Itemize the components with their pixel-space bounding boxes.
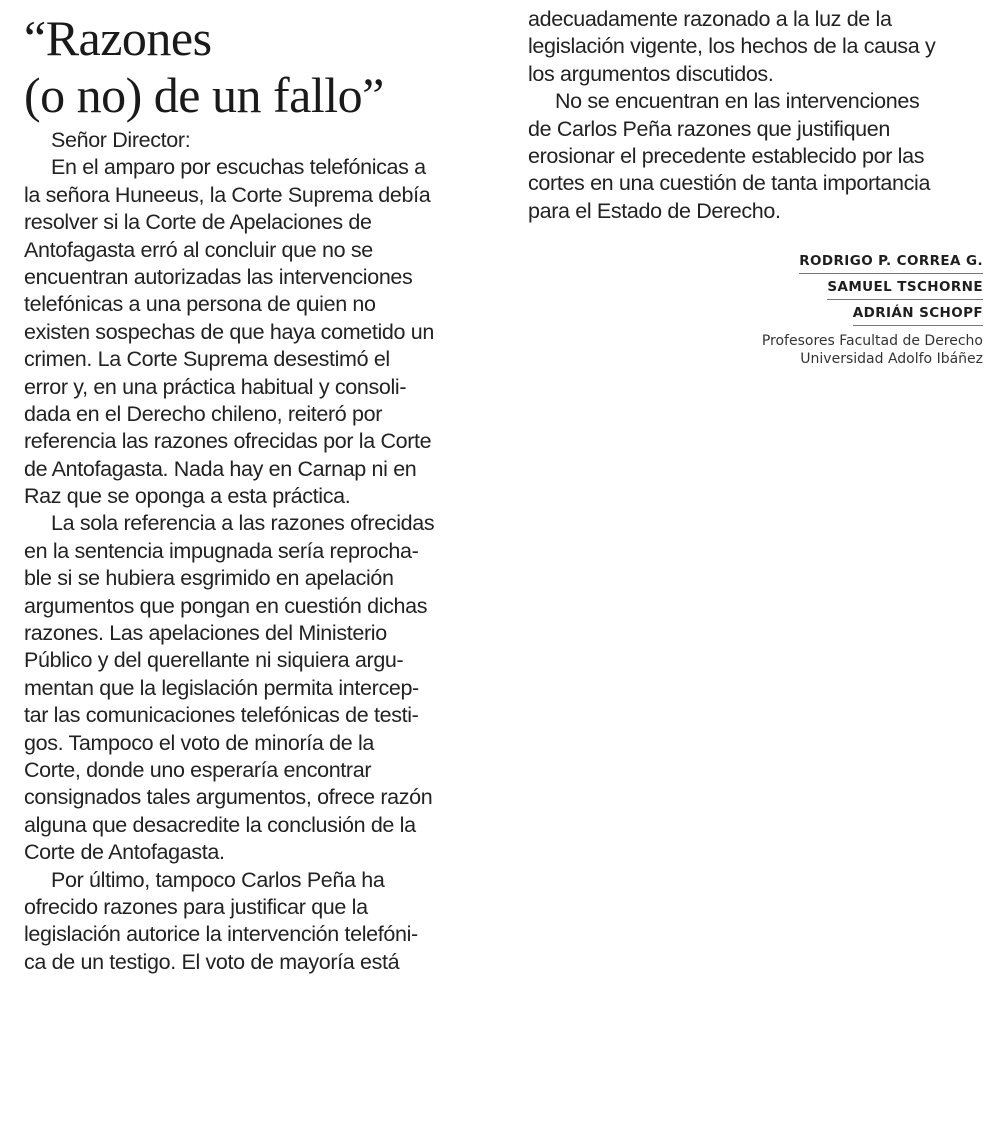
signature-name: ADRIÁN SCHOPF bbox=[853, 304, 983, 326]
left-column bbox=[24, 127, 494, 976]
signature-name: SAMUEL TSCHORNE bbox=[827, 278, 983, 300]
title-line: “Razones bbox=[24, 10, 212, 66]
text-line: de Carlos Peña razones que justifiquen bbox=[528, 116, 890, 141]
text-line: existen sospechas de que haya cometido un bbox=[24, 319, 434, 344]
text-line: resolver si la Corte de Apelaciones de bbox=[24, 210, 372, 235]
text-line: tar las comunicaciones telefónicas de testi- bbox=[24, 703, 419, 728]
text-line: error y, en una práctica habitual y consoli- bbox=[24, 374, 407, 399]
text-line: cortes en una cuestión de tanta importancia bbox=[528, 171, 931, 196]
text-line: No se encuentran en las intervenciones bbox=[555, 89, 920, 114]
text-line: encuentran autorizadas las intervenciones bbox=[24, 264, 413, 289]
text-line: consignados tales argumentos, ofrece razón bbox=[24, 785, 433, 810]
right-column bbox=[528, 6, 988, 225]
text-line: alguna que desacredite la conclusión de la bbox=[24, 812, 416, 837]
text-line: legislación autorice la intervención telefóni- bbox=[24, 922, 418, 947]
text-line: referencia las razones ofrecidas por la Corte bbox=[24, 429, 432, 454]
text-line: legislación vigente, los hechos de la causa y bbox=[528, 34, 936, 59]
text-line: Corte de Antofagasta. bbox=[24, 840, 225, 865]
text-line: la señora Huneeus, la Corte Suprema debía bbox=[24, 182, 431, 207]
text-line: argumentos que pongan en cuestión dichas bbox=[24, 593, 428, 618]
text-line: ca de un testigo. El voto de mayoría está bbox=[24, 949, 400, 974]
text-line: telefónicas a una persona de quien no bbox=[24, 292, 376, 317]
text-line: Raz que se oponga a esta práctica. bbox=[24, 484, 351, 509]
text-line: Antofagasta erró al concluir que no se bbox=[24, 237, 373, 262]
text-line: mentan que la legislación permita intercep- bbox=[24, 675, 419, 700]
text-line: En el amparo por escuchas telefónicas a bbox=[51, 155, 426, 180]
text-line: para el Estado de Derecho. bbox=[528, 198, 781, 223]
text-line: crimen. La Corte Suprema desestimó el bbox=[24, 347, 390, 372]
signature-block bbox=[683, 252, 983, 368]
text-line: adecuadamente razonado a la luz de la bbox=[528, 7, 892, 31]
text-line: ble si se hubiera esgrimido en apelación bbox=[24, 566, 394, 591]
text-line: Por último, tampoco Carlos Peña ha bbox=[51, 867, 385, 892]
text-line: los argumentos discutidos. bbox=[528, 61, 774, 86]
text-line: dada en el Derecho chileno, reiteró por bbox=[24, 401, 383, 426]
text-line: razones. Las apelaciones del Ministerio bbox=[24, 621, 387, 646]
text-line: de Antofagasta. Nada hay en Carnap ni en bbox=[24, 456, 417, 481]
salutation: Señor Director: bbox=[51, 128, 191, 152]
text-line: en la sentencia impugnada sería reprocha- bbox=[24, 538, 419, 563]
text-line: Corte, donde uno esperaría encontrar bbox=[24, 757, 372, 782]
affiliation-line: Profesores Facultad de Derecho bbox=[761, 333, 983, 349]
letter-title bbox=[24, 10, 494, 124]
text-line: La sola referencia a las razones ofrecidas bbox=[51, 511, 435, 536]
signature-name: RODRIGO P. CORREA G. bbox=[799, 252, 983, 274]
title-line: (o no) de un fallo” bbox=[24, 67, 384, 123]
text-line: gos. Tampoco el voto de minoría de la bbox=[24, 730, 374, 755]
text-line: erosionar el precedente establecido por las bbox=[528, 143, 925, 168]
text-line: ofrecido razones para justificar que la bbox=[24, 894, 368, 919]
affiliation-line: Universidad Adolfo Ibáñez bbox=[800, 351, 983, 367]
text-line: Público y del querellante ni siquiera argu- bbox=[24, 648, 404, 673]
